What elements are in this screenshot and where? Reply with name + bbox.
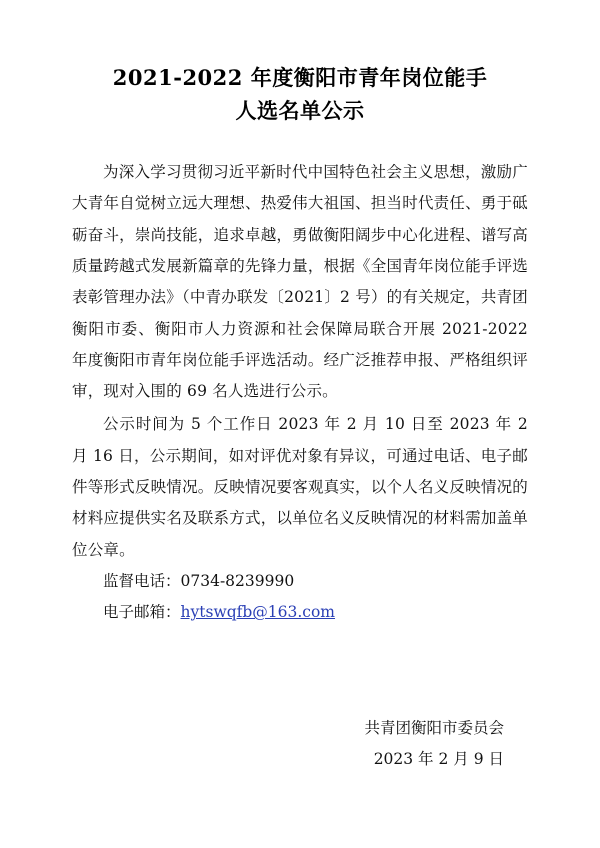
supervision-phone-line: 监督电话：0734-8239990 <box>103 571 295 590</box>
page-title-line-1: 2021-2022 年度衡阳市青年岗位能手 <box>112 65 488 90</box>
paragraph-2: 公示时间为 5 个工作日 2023 年 2 月 10 日至 2023 年 2 月 16 日，公示期间，如对评优对象有异议，可通过电话、电子邮件等形式反映情况。反映情况要客观真实，以个人名义反映情况的材料应提供实名及联系方式，以单位名义反映情况的材料需加盖单位公章。 <box>72 415 528 559</box>
signature-block <box>72 713 528 775</box>
page-title <box>99 62 500 127</box>
paragraph-1: 为深入学习贯彻习近平新时代中国特色社会主义思想，激励广大青年自觉树立远大理想、热爱伟大祖国、担当时代责任、勇于砥砺奋斗，崇尚技能，追求卓越，勇做衡阳阔步中心化进程、谱写高质量跨越式发展新篇章的先锋力量，根据《全国青年岗位能手评选表彰管理办法》（中青办联发〔2021〕2 号）的有关规定，共青团衡阳市委、衡阳市人力资源和社会保障局联合开展 2021-2022 年度衡阳市青年岗位能手评选活动。经广泛推荐申报、严格组织评审，现对入围的 69 名人选进行公示。 <box>72 163 528 401</box>
document-body <box>72 157 528 628</box>
email-label: 电子邮箱： <box>103 603 181 622</box>
page-title-line-2: 人选名单公示 <box>235 97 365 123</box>
signature-organization: 共青团衡阳市委员会 <box>364 718 504 737</box>
email-link[interactable]: hytswqfb@163.com <box>180 603 336 622</box>
signature-date: 2023 年 2 月 9 日 <box>373 749 504 768</box>
email-line <box>72 597 528 628</box>
